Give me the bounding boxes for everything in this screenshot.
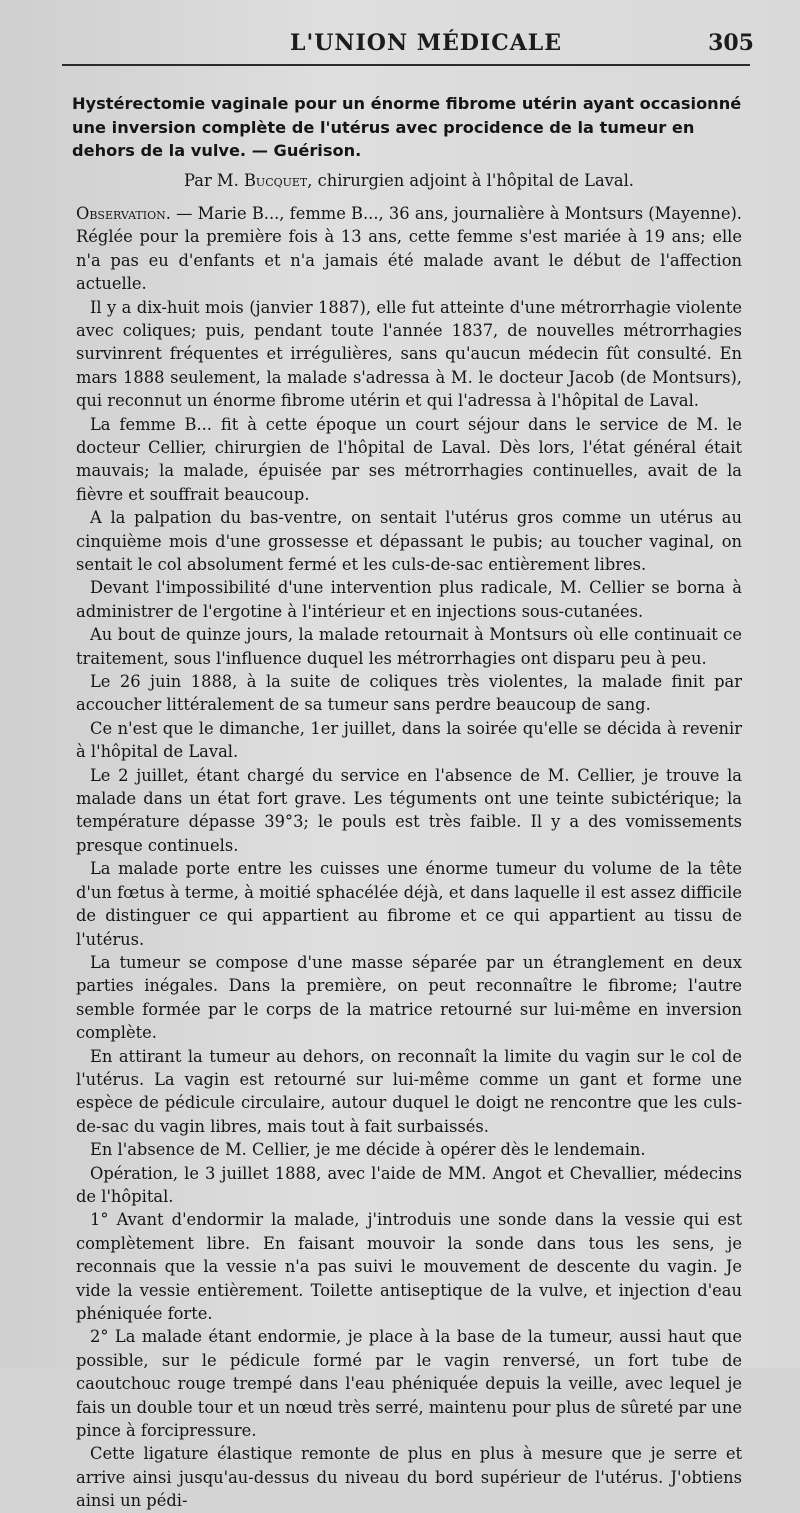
byline-author: Bucquet, bbox=[243, 170, 313, 190]
byline-affiliation: chirurgien adjoint à l'hôpital de Laval. bbox=[317, 170, 634, 190]
paragraph: La malade porte entre les cuisses une énorme tumeur du volume de la tête d'un fœtus à terme, à moitié sphacélée déjà, et dans laquelle il est assez difficile de distinguer ce qui appartient au fibrome et ce qui appartient au tissu de l'utérus. bbox=[76, 859, 742, 949]
paragraph: La femme B... fit à cette époque un court séjour dans le service de M. le docteur Cellier, chirurgien de l'hôpital de Laval. Dès lors, l'état général était mauvais; la malade, épuisée par ses métrorrhagies continuelles, avait de la fièvre et souffrait beaucoup. bbox=[76, 414, 742, 504]
paragraph: A la palpation du bas-ventre, on sentait l'utérus gros comme un utérus au cinquième mois d'une grossesse et dépassant le pubis; au toucher vaginal, on sentait le col absolument fermé et les culs-de-sac entièrement libres. bbox=[76, 508, 742, 574]
article-title: Hystérectomie vaginale pour un énorme fibrome utérin ayant occasionné une inversion complète de l'utérus avec procidence de la tumeur en dehors de la vulve. — Guérison. bbox=[72, 94, 742, 160]
paragraph: Cette ligature élastique remonte de plus en plus à mesure que je serre et arrive ainsi jusqu'au-dessus du niveau du bord supérieur de l'utérus. J'obtiens ainsi un pédi- bbox=[76, 1444, 742, 1511]
paragraph: Opération, le 3 juillet 1888, avec l'aide de MM. Angot et Chevallier, médecins de l'hôpital. bbox=[76, 1163, 742, 1206]
paragraph: Devant l'impossibilité d'une intervention plus radicale, M. Cellier se borna à administrer de l'ergotine à l'intérieur et en injections sous-cutanées. bbox=[76, 578, 742, 621]
observation-label: Observation. bbox=[76, 203, 171, 223]
paragraph: 1° Avant d'endormir la malade, j'introduis une sonde dans la vessie qui est complètement libre. En faisant mouvoir la sonde dans tous les sens, je reconnais que la vessie n'a pas suivi le mouvement de descente du vagin. Je vide la vessie entièrement. Toilette antiseptique de la vulve, et injection d'eau phéniquée forte. bbox=[76, 1210, 742, 1323]
paragraph: Ce n'est que le dimanche, 1er juillet, dans la soirée qu'elle se décida à revenir à l'hôpital de Laval. bbox=[76, 718, 742, 762]
article-body bbox=[72, 92, 742, 1513]
paragraph bbox=[76, 202, 742, 296]
paragraph: La tumeur se compose d'une masse séparée par un étranglement en deux parties inégales. Dans la première, on peut reconnaître le fibrome; l'autre semble formée par le corps de la matrice retourné sur lui-même en inversion complète. bbox=[76, 952, 742, 1043]
paragraph: Au bout de quinze jours, la malade retournait à Montsurs où elle continuait ce traitement, sous l'influence duquel les métrorrhagies ont disparu peu à peu. bbox=[76, 625, 742, 668]
byline bbox=[76, 169, 742, 192]
paragraph: En l'absence de M. Cellier, je me décide à opérer dès le lendemain. bbox=[90, 1140, 646, 1160]
journal-title: L'UNION MÉDICALE bbox=[290, 30, 563, 56]
paragraph: Il y a dix-huit mois (janvier 1887), elle fut atteinte d'une métrorrhagie violente avec coliques; puis, pendant toute l'année 1837, de nouvelles métrorrhagies survinrent fréquentes et irrégulières, sans qu'aucun médecin fût consulté. En mars 1888 seulement, la malade s'adressa à M. le docteur Jacob (de Montsurs), qui reconnut un énorme fibrome utérin et qui l'adressa à l'hôpital de Laval. bbox=[76, 297, 742, 411]
paragraph-text: — Marie B..., femme B..., 36 ans, journalière à Montsurs (Mayenne). Réglée pour la première fois à 13 ans, cette femme s'est mariée à 19 ans; elle n'a pas eu d'enfants et n'a jamais été malade avant le début de l'affection actuelle. bbox=[76, 203, 742, 294]
paragraph: Le 26 juin 1888, à la suite de coliques très violentes, la malade finit par accoucher littéralement de sa tumeur sans perdre beaucoup de sang. bbox=[76, 672, 742, 715]
byline-prefix: Par M. bbox=[184, 170, 239, 190]
running-head bbox=[0, 26, 800, 60]
page-number: 305 bbox=[708, 30, 754, 56]
header-rule bbox=[62, 64, 750, 66]
paragraph: 2° La malade étant endormie, je place à la base de la tumeur, aussi haut que possible, sur le pédicule formé par le vagin renversé, un fort tube de caoutchouc rouge trempé dans l'eau phéniquée depuis la veille, avec lequel je fais un double tour et un nœud très serré, maintenu pour plus de sûreté par une pince à forcipressure. bbox=[76, 1327, 742, 1441]
paragraph: Le 2 juillet, étant chargé du service en l'absence de M. Cellier, je trouve la malade dans un état fort grave. Les téguments ont une teinte subictérique; la température dépasse 39°3; le pouls est très faible. Il y a des vomissements presque continuels. bbox=[76, 765, 742, 855]
paragraph: En attirant la tumeur au dehors, on reconnaît la limite du vagin sur le col de l'utérus. La vagin est retourné sur lui-même comme un gant et forme une espèce de pédicule circulaire, autour duquel le doigt ne rencontre que les culs-de-sac du vagin libres, mais tout à fait surbaissés. bbox=[76, 1046, 742, 1136]
